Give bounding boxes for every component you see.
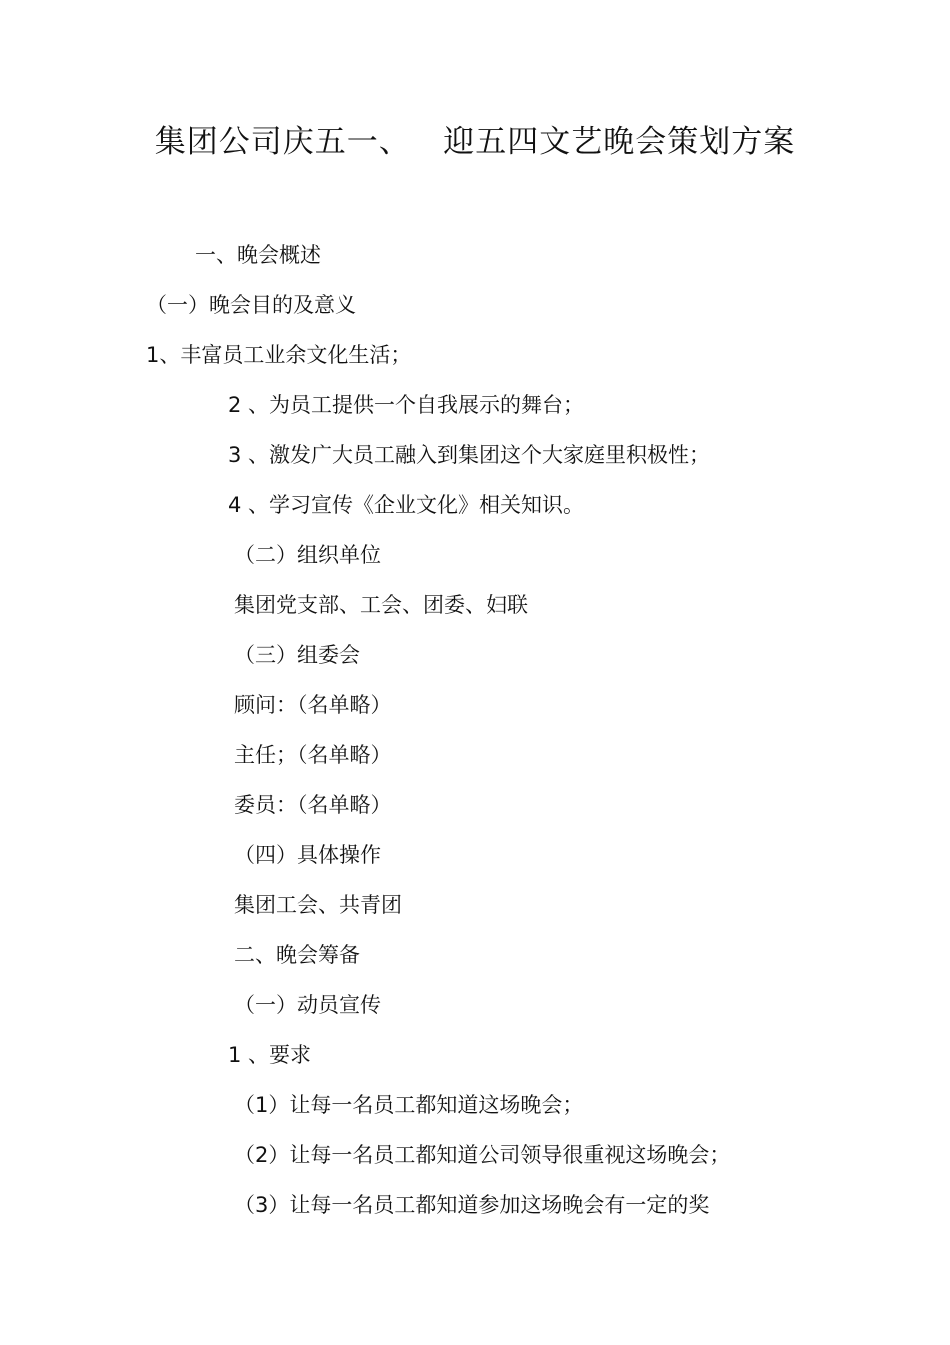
paragraph: 主任；（名单略） bbox=[234, 743, 392, 767]
subsection-heading-publicity: （一）动员宣传 bbox=[234, 993, 381, 1017]
section-heading-preparation: 二、晚会筹备 bbox=[234, 943, 360, 967]
subsection-heading-operation: （四）具体操作 bbox=[234, 843, 381, 867]
document-title: 集团公司庆五一、 迎五四文艺晚会策划方案 bbox=[154, 124, 796, 160]
list-item: 3 、激发广大员工融入到集团这个大家庭里积极性； bbox=[228, 443, 711, 467]
paragraph: 集团工会、共青团 bbox=[234, 893, 402, 917]
section-heading-overview: 一、晚会概述 bbox=[195, 243, 321, 267]
subsection-heading-committee: （三）组委会 bbox=[234, 643, 360, 667]
list-item: 1、丰富员工业余文化生活； bbox=[146, 343, 412, 367]
list-item: 2 、为员工提供一个自我展示的舞台； bbox=[228, 393, 585, 417]
paragraph: 委员：（名单略） bbox=[234, 793, 392, 817]
subsection-heading-purpose: （一）晚会目的及意义 bbox=[146, 293, 356, 317]
list-item: （3）让每一名员工都知道参加这场晚会有一定的奖 bbox=[234, 1193, 710, 1217]
subsection-heading-organizer: （二）组织单位 bbox=[234, 543, 381, 567]
paragraph: 顾问：（名单略） bbox=[234, 693, 392, 717]
list-item: （1）让每一名员工都知道这场晚会； bbox=[234, 1093, 584, 1117]
list-item: 4 、学习宣传《企业文化》相关知识。 bbox=[228, 493, 585, 517]
paragraph: 集团党支部、工会、团委、妇联 bbox=[234, 593, 528, 617]
list-item: 1 、要求 bbox=[228, 1043, 312, 1067]
list-item: （2）让每一名员工都知道公司领导很重视这场晚会； bbox=[234, 1143, 731, 1167]
